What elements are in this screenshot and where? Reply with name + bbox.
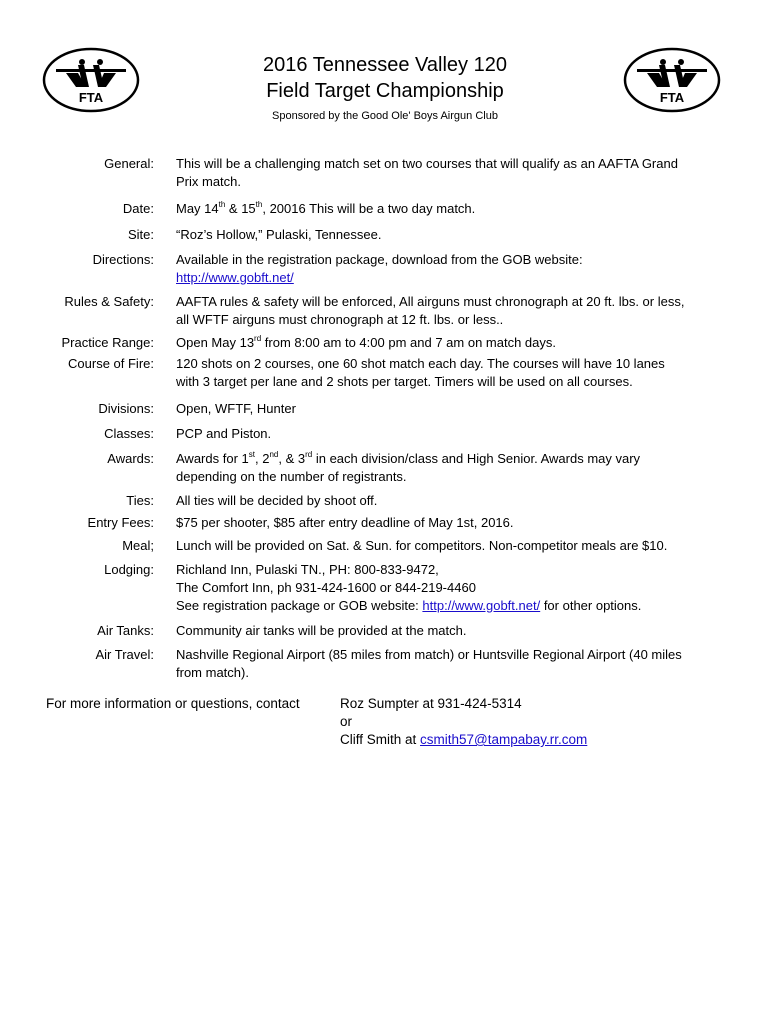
text-line: This will be a challenging match set on two courses that will qualify as an AAFTA Grand bbox=[176, 156, 678, 171]
text: for other options. bbox=[540, 598, 642, 613]
text-line: all WFTF airguns must chronograph at 12 ft. lbs. or less.. bbox=[176, 312, 504, 327]
label-divisions: Divisions: bbox=[98, 401, 154, 416]
text-line: PCP and Piston. bbox=[176, 426, 272, 441]
contact-line-2: or bbox=[340, 714, 353, 729]
contact-line-1: Roz Sumpter at 931-424-5314 bbox=[340, 696, 522, 711]
text-line: Nashville Regional Airport (85 miles from match) or Huntsville Regional Airport (40 miles bbox=[176, 647, 682, 662]
text-line: All ties will be decided by shoot off. bbox=[176, 493, 378, 508]
label-course-of-fire: Course of Fire: bbox=[68, 356, 154, 371]
text: Cliff Smith at bbox=[340, 732, 421, 747]
sponsor-text: Sponsored by the Good Ole' Boys Airgun Club bbox=[272, 110, 498, 122]
text: in each division/class and High Senior. Awards may vary bbox=[312, 451, 641, 466]
text-line: Lunch will be provided on Sat. & Sun. for competitors. Non-competitor meals are $10. bbox=[176, 538, 668, 553]
value-meal bbox=[176, 537, 736, 555]
label-date: Date: bbox=[122, 201, 154, 216]
text-line: 120 shots on 2 courses, one 60 shot match each day. The courses will have 10 lanes bbox=[176, 356, 665, 371]
value-directions bbox=[176, 251, 736, 287]
text: , 2 bbox=[254, 451, 270, 466]
value-air-tanks bbox=[176, 622, 736, 640]
text-line: from match). bbox=[176, 665, 249, 680]
label-site: Site: bbox=[127, 227, 154, 242]
text: from 8:00 am to 4:00 pm and 7 am on match days. bbox=[261, 335, 556, 350]
superscript: th bbox=[255, 199, 263, 209]
superscript: rd bbox=[254, 333, 262, 343]
contact-email-link[interactable]: csmith57@tampabay.rr.com bbox=[420, 732, 588, 747]
text: , & 3 bbox=[278, 451, 306, 466]
contact-line-3 bbox=[340, 731, 587, 749]
value-general bbox=[176, 155, 736, 191]
text: See registration package or GOB website: bbox=[176, 598, 423, 613]
gob-website-link[interactable]: http://www.gobft.net/ bbox=[422, 598, 541, 613]
text-line: Richland Inn, Pulaski TN., PH: 800-833-9472, bbox=[176, 562, 439, 577]
label-ties: Ties: bbox=[126, 493, 154, 508]
text: Awards for 1 bbox=[176, 451, 249, 466]
label-lodging: Lodging: bbox=[104, 562, 154, 577]
text-line: with 3 target per lane and 2 shots per target. Timers will be used on all courses. bbox=[176, 374, 633, 389]
value-practice-range bbox=[176, 334, 736, 352]
gob-website-link[interactable]: http://www.gobft.net/ bbox=[176, 270, 294, 285]
text-line: depending on the number of registrants. bbox=[176, 469, 407, 484]
value-entry-fees bbox=[176, 514, 736, 532]
logo-text: FTA bbox=[659, 90, 685, 105]
label-entry-fees: Entry Fees: bbox=[87, 515, 154, 530]
label-classes: Classes: bbox=[104, 426, 154, 441]
label-meal: Meal; bbox=[122, 538, 154, 553]
text-line: Community air tanks will be provided at the match. bbox=[176, 623, 467, 638]
text-line: Prix match. bbox=[176, 174, 242, 189]
text: May 14 bbox=[176, 201, 219, 216]
text-line: $75 per shooter, $85 after entry deadline of May 1st, 2016. bbox=[176, 515, 514, 530]
label-air-travel: Air Travel: bbox=[95, 647, 154, 662]
superscript: st bbox=[248, 449, 255, 459]
label-general: General: bbox=[104, 156, 154, 171]
superscript: rd bbox=[305, 449, 313, 459]
label-rules-safety: Rules & Safety: bbox=[64, 294, 154, 309]
label-directions: Directions: bbox=[92, 252, 154, 267]
value-date bbox=[176, 200, 736, 218]
text-line: The Comfort Inn, ph 931-424-1600 or 844-219-4460 bbox=[176, 580, 476, 595]
superscript: nd bbox=[269, 449, 279, 459]
text: Open May 13 bbox=[176, 335, 255, 350]
text-line: Available in the registration package, download from the GOB website: bbox=[176, 252, 583, 267]
text-line: Open, WFTF, Hunter bbox=[176, 401, 296, 416]
value-course-of-fire bbox=[176, 355, 736, 391]
value-site bbox=[176, 226, 736, 244]
value-lodging bbox=[176, 561, 736, 615]
value-ties bbox=[176, 492, 736, 510]
superscript: th bbox=[218, 199, 226, 209]
text-line: AAFTA rules & safety will be enforced, All airguns must chronograph at 20 ft. lbs. or less, bbox=[176, 294, 685, 309]
contact-lead: For more information or questions, contact bbox=[46, 696, 300, 711]
page-title bbox=[0, 52, 770, 104]
value-classes bbox=[176, 425, 736, 443]
label-awards: Awards: bbox=[107, 451, 154, 466]
label-air-tanks: Air Tanks: bbox=[97, 623, 154, 638]
value-awards bbox=[176, 450, 736, 486]
value-divisions bbox=[176, 400, 736, 418]
label-practice-range: Practice Range: bbox=[61, 335, 154, 350]
contact-details bbox=[340, 695, 587, 749]
text: & 15 bbox=[225, 201, 256, 216]
title-line-1: 2016 Tennessee Valley 120 bbox=[263, 54, 507, 76]
title-line-2: Field Target Championship bbox=[266, 80, 504, 102]
text-line: “Roz’s Hollow,” Pulaski, Tennessee. bbox=[176, 227, 382, 242]
logo-text: FTA bbox=[78, 90, 104, 105]
text: , 20016 This will be a two day match. bbox=[262, 201, 476, 216]
value-air-travel bbox=[176, 646, 736, 682]
value-rules-safety bbox=[176, 293, 736, 329]
